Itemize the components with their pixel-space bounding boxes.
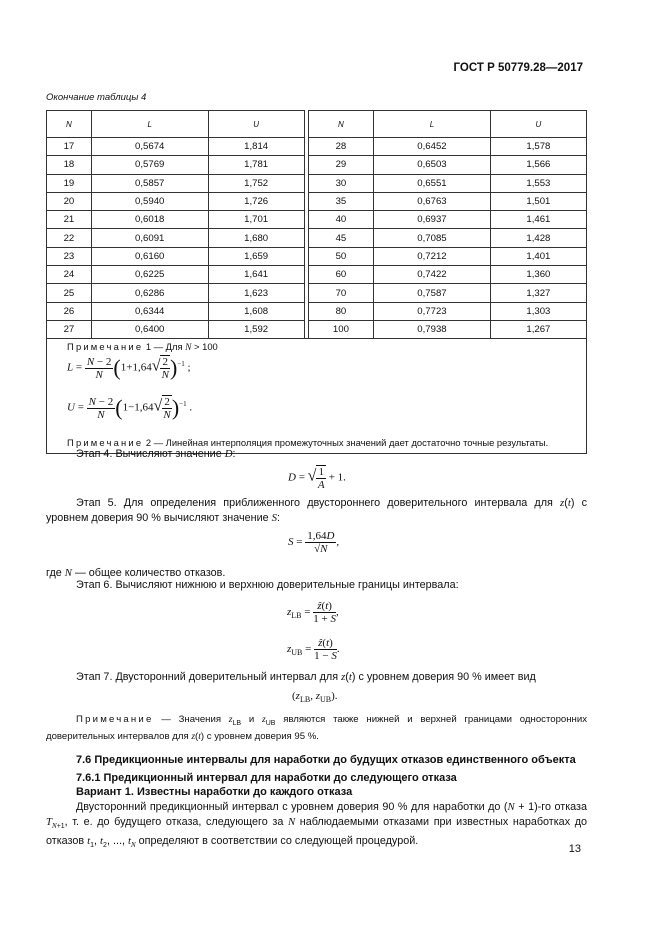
table-cell: 0,7422	[374, 266, 491, 284]
table-row	[47, 320, 587, 338]
table-cell: 1,752	[208, 174, 304, 192]
table-cell: 0,6160	[91, 247, 208, 265]
table-cell: 17	[47, 138, 92, 156]
table-row	[47, 284, 587, 302]
table-cell: 1,641	[208, 266, 304, 284]
table-cell: 1,428	[490, 229, 586, 247]
table-cell: 1,726	[208, 192, 304, 210]
table-cell: 24	[47, 266, 92, 284]
table-cell: 0,6763	[374, 192, 491, 210]
table-row	[47, 174, 587, 192]
table-cell: 1,566	[490, 156, 586, 174]
table-row	[47, 266, 587, 284]
table-cell: 0,6452	[374, 138, 491, 156]
section-7-6: 7.6 Предикционные интервалы для наработки до будущих отказов единственного объекта	[76, 754, 576, 766]
table-cell: 0,7938	[374, 320, 491, 338]
table-cell: 25	[47, 284, 92, 302]
column-header: U	[208, 111, 304, 138]
table-row	[47, 302, 587, 320]
table-cell: 1,659	[208, 247, 304, 265]
data-table	[46, 110, 587, 454]
where-n: где N — общее количество отказов.	[46, 567, 226, 579]
table-cell: 1,592	[208, 320, 304, 338]
table-cell: 0,6286	[91, 284, 208, 302]
table-cell: 26	[47, 302, 92, 320]
formula-s: S = $\frac{1,64D}{√N}$ ,	[288, 530, 340, 555]
table-cell: 0,6937	[374, 211, 491, 229]
table-cell: 28	[308, 138, 373, 156]
table-cell: 0,7212	[374, 247, 491, 265]
table-cell: 1,701	[208, 211, 304, 229]
document-id: ГОСТ Р 50779.28—2017	[453, 62, 583, 74]
table-cell: 1,814	[208, 138, 304, 156]
table-row	[47, 192, 587, 210]
section-7-6-1: 7.6.1 Предикционный интервал для наработки до следующего отказа	[76, 772, 457, 784]
table-cell: 1,553	[490, 174, 586, 192]
table-row	[47, 138, 587, 156]
table-cell: 70	[308, 284, 373, 302]
interval: ($z_{LB}$, $z_{UB}$).	[292, 690, 338, 705]
table-cell: 40	[308, 211, 373, 229]
table-cell: 0,6551	[374, 174, 491, 192]
table-cell: 1,501	[490, 192, 586, 210]
step-5: Этап 5. Для определения приближенного двустороннего доверительного интервала для z(t) с уровнем доверия 90 % вычисляют значение S:	[46, 497, 587, 524]
note-1: Примечание 1 — Для N > 100	[67, 341, 218, 354]
column-header: L	[374, 111, 491, 138]
table-cell: 0,5857	[91, 174, 208, 192]
table-row	[47, 156, 587, 174]
table-cell: 1,781	[208, 156, 304, 174]
table-cell: 21	[47, 211, 92, 229]
table-cell: 1,267	[490, 320, 586, 338]
table-cell: 19	[47, 174, 92, 192]
table-cell: 22	[47, 229, 92, 247]
formula-zub: $z_{UB}$ = $\frac{\text{ẑ(t)}}{1 - S}$ .	[287, 637, 340, 662]
page-number: 13	[568, 843, 581, 855]
note: Примечание — Значения $z_{LB}$ и $z_{UB}$ являются также нижней и верхней границами односторонних доверительных интервалов для z(t) с уровнем доверия 95 %.	[46, 714, 587, 742]
table-row	[47, 229, 587, 247]
table-cell: 1,578	[490, 138, 586, 156]
table-note-row	[47, 339, 587, 454]
table-cell: 0,6344	[91, 302, 208, 320]
table-cell: 0,7587	[374, 284, 491, 302]
table-cell: 1,327	[490, 284, 586, 302]
column-header: N	[308, 111, 373, 138]
table-cell: 30	[308, 174, 373, 192]
table-cell: 20	[47, 192, 92, 210]
table-cell: 0,7085	[374, 229, 491, 247]
table-cell: 1,401	[490, 247, 586, 265]
formula-zlb: $z_{LB}$ = $\frac{\text{ẑ(t)}}{1 + S}$ ,	[287, 600, 339, 625]
table-cell: 23	[47, 247, 92, 265]
formula-l: L = $\frac{N - 2}{N}$ (1+1,64√ $\frac{2}{N}$ )$^{-1}$ ;	[67, 355, 191, 382]
table-cell: 0,6091	[91, 229, 208, 247]
column-header: N	[47, 111, 92, 138]
step-7: Этап 7. Двусторонний доверительный интервал для z(t) с уровнем доверия 90 % имеет вид	[76, 671, 536, 683]
table-cell: 100	[308, 320, 373, 338]
table-header-row	[47, 111, 587, 138]
table-cell: 0,7723	[374, 302, 491, 320]
table-cell: 1,303	[490, 302, 586, 320]
table-note-cell	[47, 339, 587, 454]
table-cell: 0,5769	[91, 156, 208, 174]
table-cell: 0,5940	[91, 192, 208, 210]
paragraph: Двусторонний предикционный интервал с уровнем доверия 90 % для наработки до (N + 1)-го отказа $T_{N+1}$, т. е. до будущего отказа, следующего за N наблюдаемыми отказами при известных наработках до отказов $t_1$, $t_2$, ..., $t_N$ определяют в соответствии со следующей процедурой.	[46, 801, 587, 850]
table-cell: 45	[308, 229, 373, 247]
table-cell: 1,608	[208, 302, 304, 320]
formula-d: D = √ $\frac{1}{A}$ + 1.	[288, 466, 346, 491]
table-row	[47, 211, 587, 229]
table-cell: 80	[308, 302, 373, 320]
table-cell: 60	[308, 266, 373, 284]
column-header: U	[490, 111, 586, 138]
table-cell: 35	[308, 192, 373, 210]
column-header: L	[91, 111, 208, 138]
table-cell: 0,6400	[91, 320, 208, 338]
note-2-label: Примечание	[67, 437, 144, 449]
table-cell: 1,623	[208, 284, 304, 302]
table-cell: 18	[47, 156, 92, 174]
table-cell: 0,6503	[374, 156, 491, 174]
formula-u: U = $\frac{N - 2}{N}$ (1−1,64√ $\frac{2}{N}$ )$^{-1}$ .	[67, 395, 193, 422]
table-cell: 29	[308, 156, 373, 174]
table-caption: Окончание таблицы 4	[46, 92, 147, 103]
variant-1: Вариант 1. Известны наработки до каждого отказа	[76, 786, 353, 798]
table-cell: 27	[47, 320, 92, 338]
note-1-label: Примечание	[67, 341, 144, 353]
table-cell: 1,680	[208, 229, 304, 247]
note-2: Примечание 2 — Линейная интерполяция промежуточных значений дает достаточно точные результаты.	[67, 437, 549, 449]
table-row	[47, 247, 587, 265]
table-cell: 50	[308, 247, 373, 265]
table-cell: 0,5674	[91, 138, 208, 156]
table-cell: 1,360	[490, 266, 586, 284]
table-cell: 1,461	[490, 211, 586, 229]
step-6: Этап 6. Вычисляют нижнюю и верхнюю доверительные границы интервала:	[76, 579, 459, 591]
table-cell: 0,6225	[91, 266, 208, 284]
step-4: Этап 4. Вычисляют значение D:	[76, 448, 236, 460]
table-cell: 0,6018	[91, 211, 208, 229]
